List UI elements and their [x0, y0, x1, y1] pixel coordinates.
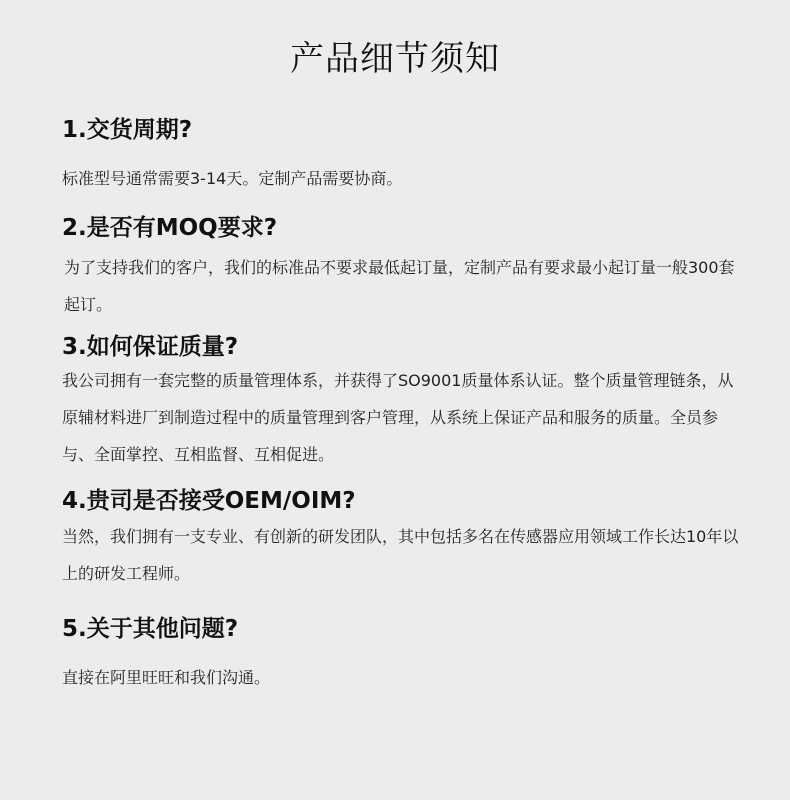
faq-question-4: 4.贵司是否接受OEM/OIM?	[62, 488, 356, 514]
faq-question-2: 2.是否有MOQ要求?	[62, 215, 278, 241]
faq-answer-5: 直接在阿里旺旺和我们沟通。	[62, 668, 271, 687]
faq-question-5: 5.关于其他问题?	[62, 616, 239, 642]
faq-answer-4: 当然，我们拥有一支专业、有创新的研发团队，其中包括多名在传感器应用领域工作长达10年以上的研发工程师。	[62, 527, 739, 583]
faq-question-3: 3.如何保证质量?	[62, 334, 239, 360]
faq-answer-2: 为了支持我们的客户，我们的标准品不要求最低起订量，定制产品有要求最小起订量一般300套起订。	[64, 258, 735, 314]
faq-answer-3: 我公司拥有一套完整的质量管理体系，并获得了SO9001质量体系认证。整个质量管理链条，从原辅材料进厂到制造过程中的质量管理到客户管理，从系统上保证产品和服务的质量。全员参与、全面掌控、互相监督、互相促进。	[62, 371, 734, 464]
faq-question-1: 1.交货周期?	[62, 117, 193, 143]
faq-answer-1: 标准型号通常需要3-14天。定制产品需要协商。	[62, 169, 403, 188]
page-title: 产品细节须知	[290, 39, 500, 79]
